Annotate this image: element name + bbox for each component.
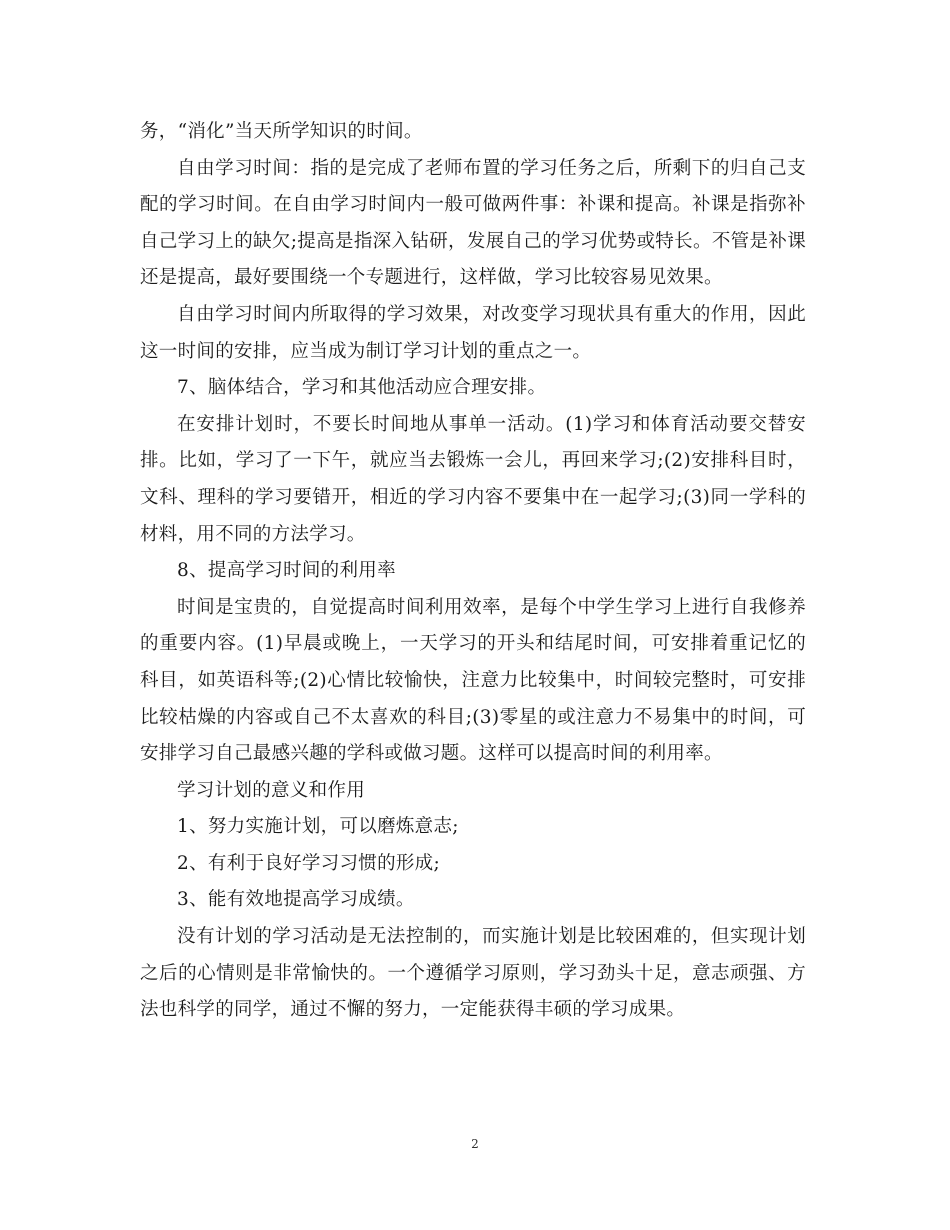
list-item-2: 2、有利于良好学习习惯的形成;: [177, 852, 441, 874]
paragraph-continuation: 务，“消化”当天所学知识的时间。: [140, 121, 423, 142]
paragraph-free-study-definition: 自由学习时间：指的是完成了老师布置的学习任务之后，所剩下的归自己支配的学习时间。在自由学习时间内一般可做两件事：补课和提高。补课是指弥补自己学习上的缺欠;提高是指深入钻研，发展自己的学习优势或特长。不管是补课还是提高，最好要围绕一个专题进行，这样做，学习比较容易见效果。: [140, 157, 806, 289]
heading-item-7: 7、脑体结合，学习和其他活动应合理安排。: [177, 377, 547, 399]
document-body: [140, 114, 806, 1029]
paragraph-time-utilization: 时间是宝贵的，自觉提高时间利用效率，是每个中学生学习上进行自我修养的重要内容。(1)早晨或晚上，一天学习的开头和结尾时间，可安排着重记忆的科目，如英语科等;(2)心情比较愉快，注意力比较集中，时间较完整时，可安排比较枯燥的内容或自己不太喜欢的科目;(3)零星的或注意力不易集中的时间，可安排学习自己最感兴趣的学科或做习题。这样可以提高时间的利用率。: [140, 596, 806, 765]
page-number: 2: [471, 1137, 479, 1151]
list-item-1: 1、努力实施计划，可以磨炼意志;: [177, 816, 459, 838]
list-item-3: 3、能有效地提高学习成绩。: [177, 889, 415, 911]
paragraph-free-study-effect: 自由学习时间内所取得的学习效果，对改变学习现状具有重大的作用，因此这一时间的安排，应当成为制订学习计划的重点之一。: [140, 303, 806, 362]
heading-item-8: 8、提高学习时间的利用率: [177, 560, 396, 582]
paragraph-plan-arrangement: 在安排计划时，不要长时间地从事单一活动。(1)学习和体育活动要交替安排。比如，学习了一下午，就应当去锻炼一会儿，再回来学习;(2)安排科目时，文科、理科的学习要错开，相近的学习内容不要集中在一起学习;(3)同一学科的材料，用不同的方法学习。: [140, 413, 806, 545]
paragraph-conclusion: 没有计划的学习活动是无法控制的，而实施计划是比较困难的，但实现计划之后的心情则是非常愉快的。一个遵循学习原则，学习劲头十足，意志顽强、方法也科学的同学，通过不懈的努力，一定能获得丰硕的学习成果。: [140, 926, 806, 1021]
section-heading-meaning: 学习计划的意义和作用: [177, 779, 366, 801]
